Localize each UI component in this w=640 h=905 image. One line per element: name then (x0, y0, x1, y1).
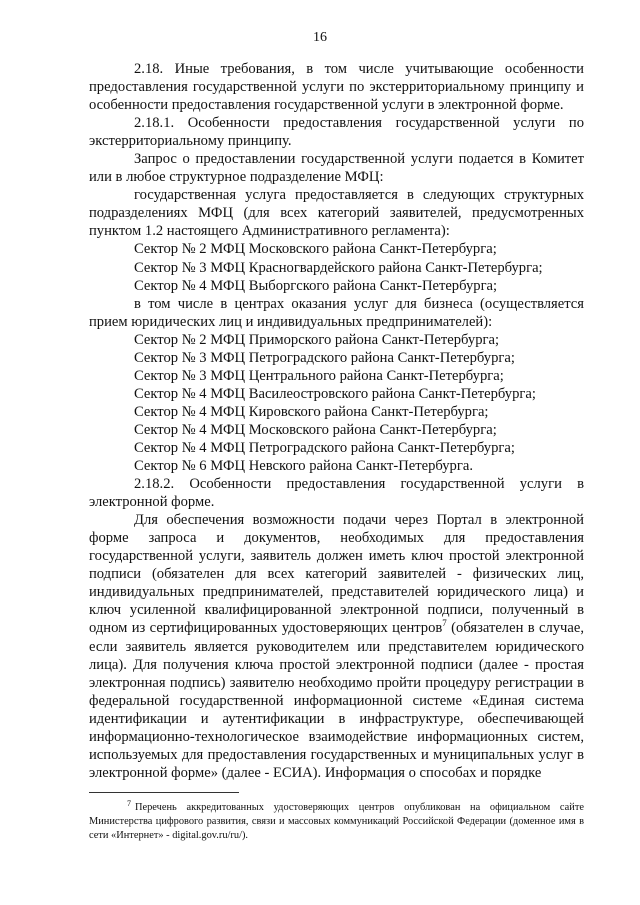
paragraph-structural-units: государственная услуга предоставляется в следующих структурных подразделениях МФЦ (для всех категорий заявителей, предусмотренных пунктом 1.2 настоящего Административного регламента): (89, 187, 584, 240)
paragraph-2-18-2: 2.18.2. Особенности предоставления государственной услуги в электронной форме. (89, 476, 584, 511)
paragraph-2-18-1: 2.18.1. Особенности предоставления государственной услуги по экстерриториальному принципу. (89, 115, 584, 150)
main-text (89, 60, 584, 782)
sector-item: Сектор № 2 МФЦ Московского района Санкт-Петербурга; (134, 241, 497, 258)
sector-item: Сектор № 6 МФЦ Невского района Санкт-Петербурга. (134, 458, 473, 475)
footnote-text: Перечень аккредитованных удостоверяющих центров опубликован на официальном сайте Министерства цифрового развития, связи и массовых коммуникаций Российской Федерации (доменное имя в сети «Интернет» - digital.gov.ru/ru/). (89, 802, 584, 841)
sector-item: Сектор № 4 МФЦ Московского района Санкт-Петербурга; (134, 421, 497, 438)
paragraph-request: Запрос о предоставлении государственной услуги подается в Комитет или в любое структурное подразделение МФЦ: (89, 151, 584, 186)
paragraph-part-a: Для обеспечения возможности подачи через Портал в электронной форме запроса и документов, необходимых для предоставления государственной услуги, заявитель должен иметь ключ простой электронной подписи (обязателен для всех категорий заявителей - физических лиц, индивидуальных предпринимателей, представителей юридического лица) и ключ усиленной квалифицированной электронной подписи, полученный в одном из сертифицированных удостоверяющих центров (89, 512, 584, 637)
page-number: 16 (313, 30, 327, 45)
footnote-mark: 7 (127, 798, 131, 808)
sector-item: Сектор № 4 МФЦ Петроградского района Санкт-Петербурга; (134, 439, 515, 456)
paragraph-electronic-signature (89, 511, 584, 782)
sector-item: Сектор № 4 МФЦ Выборгского района Санкт-Петербурга; (134, 277, 498, 294)
paragraph-business-centers: в том числе в центрах оказания услуг для бизнеса (осуществляется прием юридических лиц и индивидуальных предпринимателей): (89, 295, 584, 330)
paragraph-2-18: 2.18. Иные требования, в том числе учитывающие особенности предоставления государственной услуги по экстерриториальному принципу и особенности предоставления государственной услуги в электронной форме. (89, 61, 584, 114)
sector-item: Сектор № 2 МФЦ Приморского района Санкт-Петербурга; (134, 331, 500, 348)
sector-item: Сектор № 3 МФЦ Петроградского района Санкт-Петербурга; (134, 349, 515, 366)
sector-item: Сектор № 3 МФЦ Центрального района Санкт-Петербурга; (134, 367, 504, 384)
sector-item: Сектор № 3 МФЦ Красногвардейского района Санкт-Петербурга; (134, 259, 543, 276)
paragraph-part-b: (обязателен в случае, если заявитель является руководителем или представителем юридического лица). Для получения ключа простой электронной подписи (далее - простая электронная подпись) заявителю необходимо пройти процедуру регистрации в федеральной государственной информационной системе «Единая система идентификации и аутентификации в инфраструктуре, обеспечивающей информационно-технологическое взаимодействие информационных систем, используемых для предоставления государственных и муниципальных услуг в электронной форме» (далее - ЕСИА). Информация о способах и порядке (89, 620, 584, 781)
footnote (89, 798, 584, 843)
sector-list-business (89, 331, 584, 475)
footnote-reference: 7 (442, 618, 447, 629)
sector-item: Сектор № 4 МФЦ Кировского района Санкт-Петербурга; (134, 403, 489, 420)
footnote-divider (89, 792, 239, 793)
sector-list-general (89, 240, 584, 294)
sector-item: Сектор № 4 МФЦ Василеостровского района Санкт-Петербурга; (134, 385, 536, 402)
